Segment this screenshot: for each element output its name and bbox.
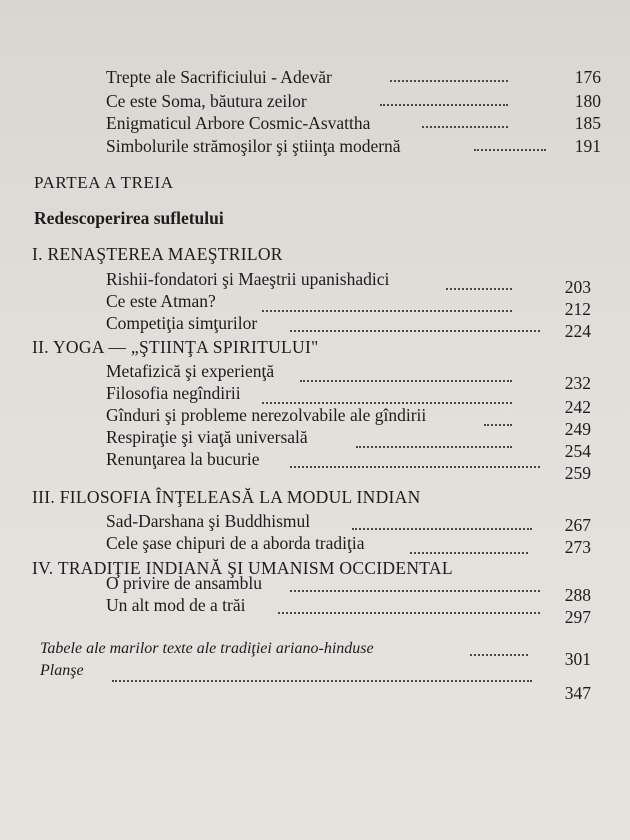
toc-entry-title: O privire de ansamblu — [106, 573, 262, 593]
toc-entry-title: Respiraţie şi viaţă universală — [106, 427, 308, 447]
toc-entry-title: Tabele ale marilor texte ale tradiţiei ariano-hinduse — [40, 640, 374, 657]
leader-dots — [300, 380, 512, 382]
toc-entry-title: Sad-Darshana şi Buddhismul — [106, 511, 311, 531]
page-number: 273 — [564, 537, 591, 557]
page-number: 259 — [564, 463, 591, 483]
leader-dots — [410, 552, 528, 554]
page-number: 288 — [564, 585, 591, 605]
page-number: 267 — [564, 515, 591, 535]
chapter-heading: III. FILOSOFIA ÎNŢELEASĂ LA MODUL INDIAN — [32, 487, 421, 507]
toc-entry-title: Trepte ale Sacrificiului - Adevăr — [106, 67, 332, 87]
leader-dots — [356, 446, 512, 448]
page-number: 249 — [564, 419, 591, 439]
leader-dots — [112, 680, 532, 682]
leader-dots — [290, 590, 540, 592]
leader-dots — [446, 288, 512, 290]
toc-entry-title: Ce este Atman? — [106, 291, 216, 311]
page-number: 254 — [564, 441, 591, 461]
part-label: PARTEA A TREIA — [34, 173, 174, 192]
chapter-heading: II. YOGA — „ŞTIINŢA SPIRITULUI" — [32, 337, 319, 357]
toc-entry-title: Filosofia negîndirii — [106, 383, 241, 403]
page-number: 347 — [564, 683, 591, 703]
leader-dots — [474, 149, 546, 151]
toc-entry-page: 180 — [574, 91, 601, 111]
page-number: 242 — [564, 397, 591, 417]
page-number: 203 — [564, 277, 591, 297]
toc-entry-title: Renunţarea la bucurie — [106, 449, 260, 469]
leader-dots — [262, 310, 512, 312]
chapter-heading: I. RENAŞTEREA MAEŞTRILOR — [32, 244, 283, 264]
leader-dots — [470, 654, 528, 656]
toc-entry-title: Enigmaticul Arbore Cosmic-Asvattha — [106, 113, 371, 133]
chapter-heading: IV. TRADIŢIE INDIANĂ ŞI UMANISM OCCIDENTAL — [32, 558, 453, 578]
toc-entry-title: Un alt mod de a trăi — [106, 595, 246, 615]
page-number: 301 — [564, 649, 591, 669]
leader-dots — [352, 528, 532, 530]
toc-entry-title: Metafizică şi experienţă — [106, 361, 275, 381]
page-number: 212 — [564, 299, 591, 319]
toc-entry-page: 185 — [574, 113, 601, 133]
leader-dots — [484, 424, 512, 426]
toc-entry-title: Simbolurile strămoşilor şi ştiinţa modernă — [106, 136, 401, 156]
toc-entry-title: Cele şase chipuri de a aborda tradiţia — [106, 533, 365, 553]
leader-dots — [278, 612, 540, 614]
part-title: Redescoperirea sufletului — [34, 208, 224, 228]
page-number: 224 — [564, 321, 591, 341]
leader-dots — [422, 126, 508, 128]
toc-entry-page: 191 — [574, 136, 601, 156]
page-number: 297 — [564, 607, 591, 627]
page-number: 232 — [564, 373, 591, 393]
toc-entry-title: Rishii-fondatori şi Maeştrii upanishadici — [106, 269, 390, 289]
toc-entry-title: Competiţia simţurilor — [106, 313, 258, 333]
leader-dots — [290, 466, 540, 468]
leader-dots — [390, 80, 508, 82]
leader-dots — [380, 104, 508, 106]
toc-entry-page: 176 — [574, 67, 601, 87]
toc-entry-title: Ce este Soma, băutura zeilor — [106, 91, 307, 111]
toc-entry-title: Planşe — [40, 662, 84, 679]
toc-entry-title: Gînduri şi probleme nerezolvabile ale gîndirii — [106, 405, 427, 425]
leader-dots — [290, 330, 540, 332]
